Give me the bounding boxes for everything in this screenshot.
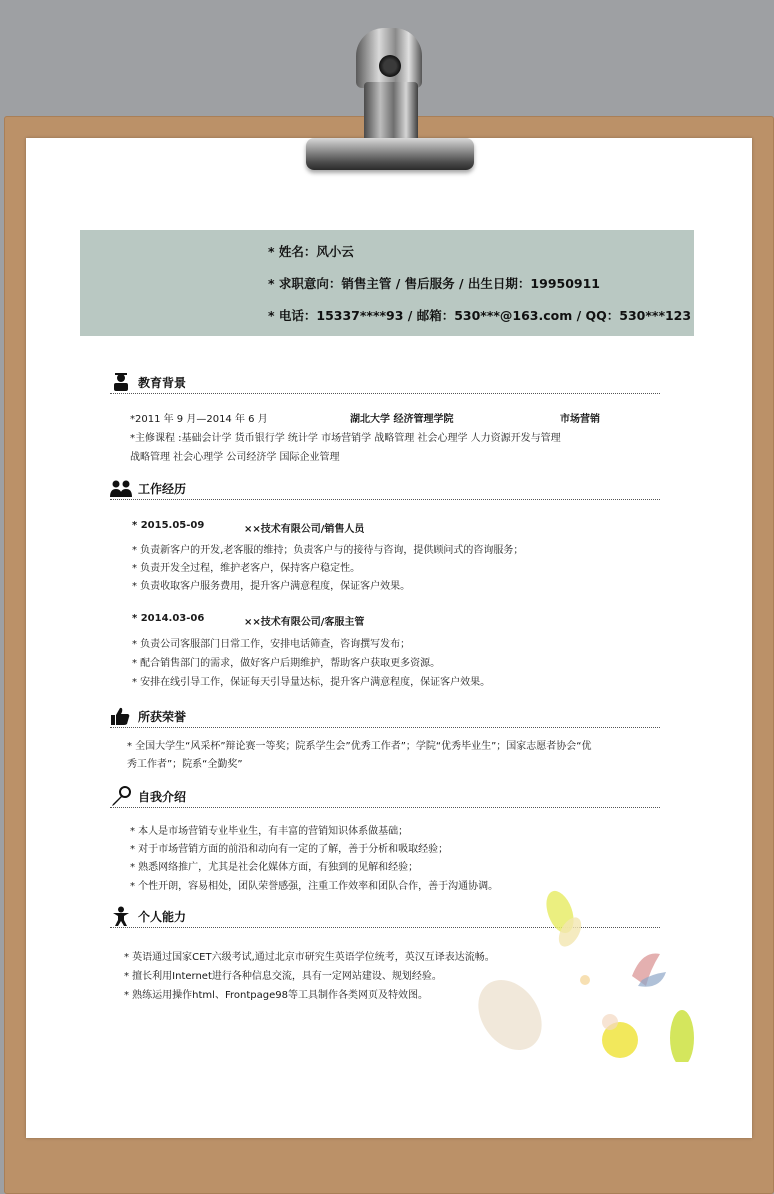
job1-item: * 负责新客户的开发,老客服的维持；负责客户与的接待与咨询，提供顾问式的咨询服务； <box>132 545 524 556</box>
job-line: * 求职意向：销售主管 / 售后服务 / 出生日期：19950911 <box>268 276 601 291</box>
ability-item: * 英语通过国家CET六级考试,通过北京市研究生英语学位统考，英汉互译表达流畅。 <box>124 952 495 963</box>
education-courses-1: *主修课程 :基础会计学 货币银行学 统计学 市场营销学 战略管理 社会心理学 人力资源开发与管理 <box>130 433 561 444</box>
job2-date: * 2014.03-06 <box>132 613 205 624</box>
job2-item: * 安排在线引导工作，保证每天引导量达标，提升客户满意程度，保证客户效果。 <box>132 677 491 688</box>
decorative-leaves-icon <box>470 890 696 1062</box>
ability-item: * 擅长利用Internet进行各种信息交流，具有一定网站建设、规划经验。 <box>124 971 442 982</box>
person-icon <box>110 906 132 926</box>
education-title: 教育背景 <box>138 376 187 390</box>
name-line: * 姓名：风小云 <box>268 244 354 259</box>
ability-item: * 熟练运用操作html、Frontpage98等工具制作各类网页及特效图。 <box>124 990 428 1001</box>
job2-company: ××技术有限公司/客服主管 <box>244 617 365 628</box>
job2-item: * 配合销售部门的需求，做好客户后期维护，帮助客户获取更多资源。 <box>132 658 441 669</box>
clip-base <box>306 138 474 170</box>
honors-header <box>110 706 660 728</box>
job2-item: * 负责公司客服部门日常工作，安排电话筛查，咨询撰写发布； <box>132 639 411 650</box>
section-divider <box>110 807 660 808</box>
work-header <box>110 478 660 500</box>
job1-date: * 2015.05-09 <box>132 520 205 531</box>
clip-body <box>364 82 418 142</box>
honors-line-2: 秀工作者”；院系“全勤奖” <box>127 759 243 770</box>
honors-section <box>110 706 660 728</box>
work-section <box>110 478 660 500</box>
education-period: *2011 年 9 月—2014 年 6 月 <box>130 414 268 425</box>
header-band <box>80 230 694 336</box>
intro-item: * 个性开朗，容易相处，团队荣誉感强，注重工作效率和团队合作，善于沟通协调。 <box>130 881 499 892</box>
education-section <box>110 372 660 394</box>
education-school: 湖北大学 经济管理学院 <box>350 414 454 425</box>
work-title: 工作经历 <box>138 482 187 496</box>
section-divider <box>110 499 660 500</box>
student-icon <box>110 372 132 392</box>
job1-item: * 负责收取客户服务费用，提升客户满意程度，保证客户效果。 <box>132 581 411 592</box>
people-icon <box>110 478 132 498</box>
section-divider <box>110 393 660 394</box>
thumbs-up-icon <box>110 706 132 726</box>
pen-icon <box>110 786 132 806</box>
intro-item: * 熟悉网络推广，尤其是社会化媒体方面，有独到的见解和经验； <box>130 862 419 873</box>
contact-line: * 电话：15337****93 / 邮箱：530***@163.com / QQ：530***123 <box>268 308 692 323</box>
ability-title: 个人能力 <box>138 910 187 924</box>
section-divider <box>110 727 660 728</box>
education-courses-2: 战略管理 社会心理学 公司经济学 国际企业管理 <box>130 452 340 463</box>
education-major: 市场营销 <box>560 414 600 425</box>
intro-header <box>110 786 660 808</box>
honors-line-1: * 全国大学生“风采杯”辩论赛一等奖；院系学生会”优秀工作者”；学院“优秀毕业生”；国家志愿者协会“优 <box>127 741 592 752</box>
intro-section <box>110 786 660 808</box>
education-header <box>110 372 660 394</box>
honors-title: 所获荣誉 <box>138 710 187 724</box>
clip-hole <box>379 55 401 77</box>
job1-company: ××技术有限公司/销售人员 <box>244 524 365 535</box>
intro-title: 自我介绍 <box>138 790 187 804</box>
job1-item: * 负责开发全过程，维护老客户，保持客户稳定性。 <box>132 563 361 574</box>
intro-item: * 对于市场营销方面的前沿和动向有一定的了解，善于分析和吸取经验； <box>130 844 449 855</box>
intro-item: * 本人是市场营销专业毕业生，有丰富的营销知识体系做基础； <box>130 826 409 837</box>
